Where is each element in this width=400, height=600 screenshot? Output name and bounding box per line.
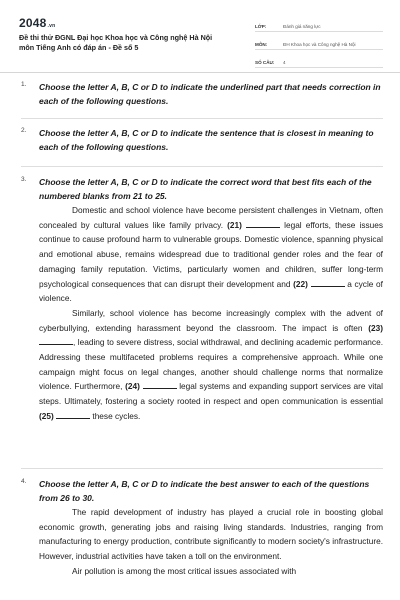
passage-text: a cycle of violence. [39,278,383,304]
meta-value: Đánh giá năng lực [283,24,321,29]
question-divider [21,166,383,167]
question-1 [21,80,383,108]
meta-row-class [255,17,383,32]
blank-label: (23) [368,322,383,333]
passage-text: legal systems and expanding support services are vital steps. Ultimately, fostering a society rooted in respect and open communication is essential [39,381,383,407]
question-divider [21,118,383,119]
header-divider [0,72,400,73]
passage-paragraph-2 [39,306,383,424]
passage-text: Similarly, school violence has become increasingly complex with the advent of cyberbullying, extending harassment beyond the classroom. The impact is often [39,307,383,333]
blank-line [311,277,345,287]
question-number: 3. [21,176,27,183]
question-instruction: Choose the letter A, B, C or D to indicate the underlined part that needs correction in each of the following questions. [39,82,381,106]
passage-paragraph-1 [39,203,383,306]
blank-label: (25) [39,410,54,421]
document-title [19,33,239,53]
passage-text: Domestic and school violence have become persistent challenges in Vietnam, often concealed by cultural values like family privacy. [39,205,383,230]
question-4 [21,477,383,579]
passage-text: The rapid development of industry has played a crucial role in boosting global economic growth, generating jobs and raising living standards. Industries, ranging from manufacturing to energy production, contribute significantly to modern society's infrastructure. However, industrial activities have taken a toll on the environment. [39,507,383,562]
question-number: 4. [21,478,27,485]
question-instruction: Choose the letter A, B, C or D to indicate the correct word that best fits each of the numbered blanks from 21 to 25. [39,177,372,201]
logo-text: 2048 [19,16,47,30]
passage-text: these cycles. [92,410,141,421]
passage-paragraph-2 [39,564,383,579]
meta-value: ĐH Khoa học và Công nghệ Hà Nội [283,42,356,47]
blank-label: (22) [293,278,308,289]
blank-line [56,409,90,419]
question-divider [21,468,383,469]
meta-key: MÔN: [255,42,268,47]
blank-line [39,335,73,345]
passage-text: Air pollution is among the most critical issues associated with [72,565,297,576]
logo-suffix: .vn [47,23,56,29]
passage-paragraph-1 [39,505,383,564]
meta-key: LỚP: [255,24,267,29]
blank-line [246,218,280,228]
question-number: 2. [21,127,27,134]
title-line-2: môn Tiếng Anh có đáp án - Đề số 5 [19,43,139,52]
blank-label: (21) [227,219,242,230]
blank-line [143,379,177,389]
meta-info [255,17,383,71]
meta-key: SỐ CÂU: [255,60,275,65]
meta-row-count [255,53,383,68]
question-3 [21,175,383,424]
passage-text: legal efforts, these issues continue to cause profound harm to vulnerable groups. Domestic violence, spanning physical and emotional abuse, remains widespread due to traditional gender roles and the fear of damaging family reputation. Victims, particularly women and children, suffer long-term psychological consequences that can disrupt their development and [39,219,383,289]
meta-value: 4 [283,60,286,65]
site-logo[interactable] [19,16,55,30]
question-2 [21,126,383,154]
blank-label: (24) [125,381,140,392]
page-header [0,0,400,78]
question-instruction: Choose the letter A, B, C or D to indicate the sentence that is closest in meaning to each of the following questions. [39,128,374,152]
passage-text: , leading to severe distress, social withdrawal, and declining academic performance. Addressing these multifaceted problems requires a comprehensive approach. While one campaign might focus on legal changes, another should challenge norms that normalize violence. Furthermore, [39,337,383,392]
question-number: 1. [21,81,27,88]
question-instruction: Choose the letter A, B, C or D to indicate the best answer to each of the questions from 26 to 30. [39,479,370,503]
title-line-1: Đề thi thử ĐGNL Đại học Khoa học và Công nghệ Hà Nội [19,33,213,42]
meta-row-subject [255,35,383,50]
